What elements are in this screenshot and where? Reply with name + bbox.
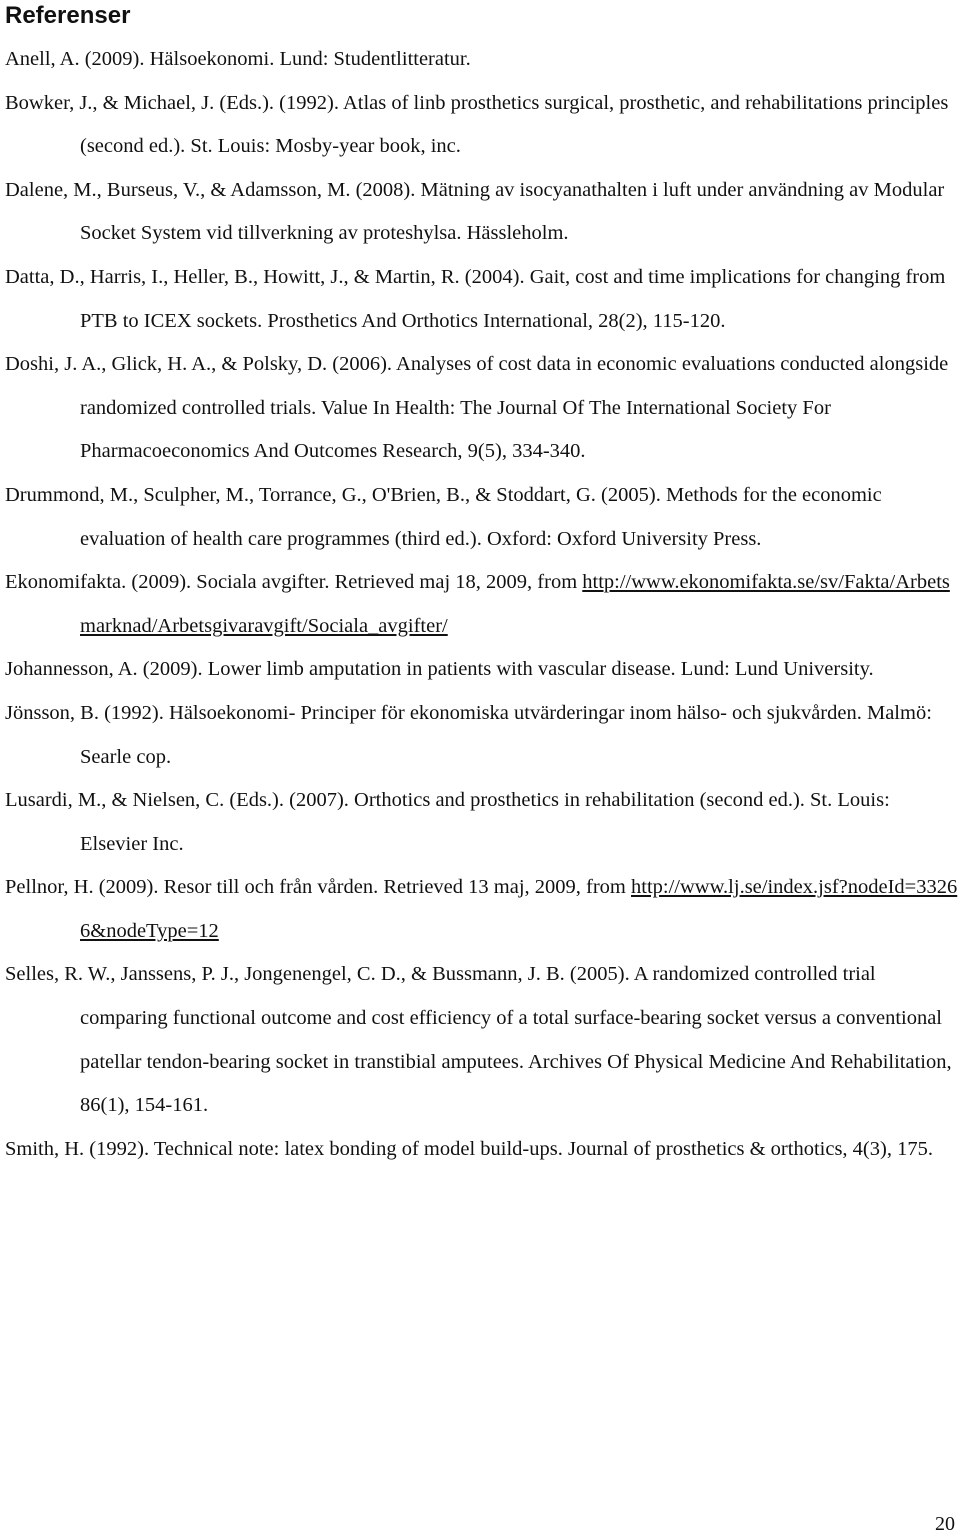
reference-item: [0, 953, 960, 1127]
reference-item: [0, 1128, 960, 1172]
reference-item: [0, 343, 960, 474]
reference-text: Datta, D., Harris, I., Heller, B., Howitt, J., & Martin, R. (2004). Gait, cost and time implications for changing from PTB to ICEX sockets. Prosthetics And Orthotics International, 28(2), 115-120.: [5, 265, 946, 332]
reference-list: [0, 38, 960, 1171]
reference-text: Selles, R. W., Janssens, P. J., Jongenengel, C. D., & Bussmann, J. B. (2005). A randomized controlled trial comparing functional outcome and cost efficiency of a total surface-bearing socket versus a conventional patellar tendon-bearing socket in transtibial amputees. Archives Of Physical Medicine And Rehabilitation, 86(1), 154-161.: [5, 963, 952, 1117]
reference-text: Jönsson, B. (1992). Hälsoekonomi- Principer för ekonomiska utvärderingar inom hälso- och sjukvården. Malmö: Searle cop.: [5, 701, 932, 768]
reference-text: Anell, A. (2009). Hälsoekonomi. Lund: Studentlitteratur.: [5, 48, 471, 70]
reference-item: [0, 648, 960, 692]
reference-item: [0, 692, 960, 779]
reference-text: Bowker, J., & Michael, J. (Eds.). (1992). Atlas of linb prosthetics surgical, prosthetic, and rehabilitations principles (second ed.). St. Louis: Mosby-year book, inc.: [5, 91, 949, 158]
reference-text: Ekonomifakta. (2009). Sociala avgifter. Retrieved maj 18, 2009, from: [5, 571, 583, 594]
reference-text: Doshi, J. A., Glick, H. A., & Polsky, D. (2006). Analyses of cost data in economic evaluations conducted alongside randomized controlled trials. Value In Health: The Journal Of The International Society For Pharmacoeconomics And Outcomes Research, 9(5), 334-340.: [5, 353, 949, 463]
reference-text: Dalene, M., Burseus, V., & Adamsson, M. (2008). Mätning av isocyanathalten i luft under användning av Modular Socket System vid tillverkning av proteshylsa. Hässleholm.: [5, 178, 945, 245]
page-number: 20: [935, 1513, 955, 1535]
reference-item: [0, 169, 960, 256]
reference-item: [0, 561, 960, 648]
reference-link[interactable]: http://www.lj.se/index.jsf?nodeId=33266&nodeType=12: [80, 876, 958, 942]
reference-link[interactable]: http://www.ekonomifakta.se/sv/Fakta/Arbetsmarknad/Arbetsgivaravgift/Sociala_avgifter/: [80, 571, 950, 637]
page-heading: Referenser: [5, 2, 131, 29]
reference-text: Drummond, M., Sculpher, M., Torrance, G., O'Brien, B., & Stoddart, G. (2005). Methods for the economic evaluation of health care programmes (third ed.). Oxford: Oxford University Press.: [5, 483, 882, 550]
reference-text: Lusardi, M., & Nielsen, C. (Eds.). (2007). Orthotics and prosthetics in rehabilitation (second ed.). St. Louis: Elsevier Inc.: [5, 789, 890, 855]
reference-item: [0, 866, 960, 953]
reference-text: Pellnor, H. (2009). Resor till och från vården. Retrieved 13 maj, 2009, from: [5, 876, 631, 899]
reference-item: [0, 38, 960, 82]
reference-item: [0, 82, 960, 169]
reference-item: [0, 256, 960, 343]
reference-text: Smith, H. (1992). Technical note: latex bonding of model build-ups. Journal of prosthetics & orthotics, 4(3), 175.: [5, 1137, 933, 1160]
reference-text: Johannesson, A. (2009). Lower limb amputation in patients with vascular disease. Lund: Lund University.: [5, 658, 874, 681]
reference-item: [0, 474, 960, 561]
reference-item: [0, 779, 960, 866]
